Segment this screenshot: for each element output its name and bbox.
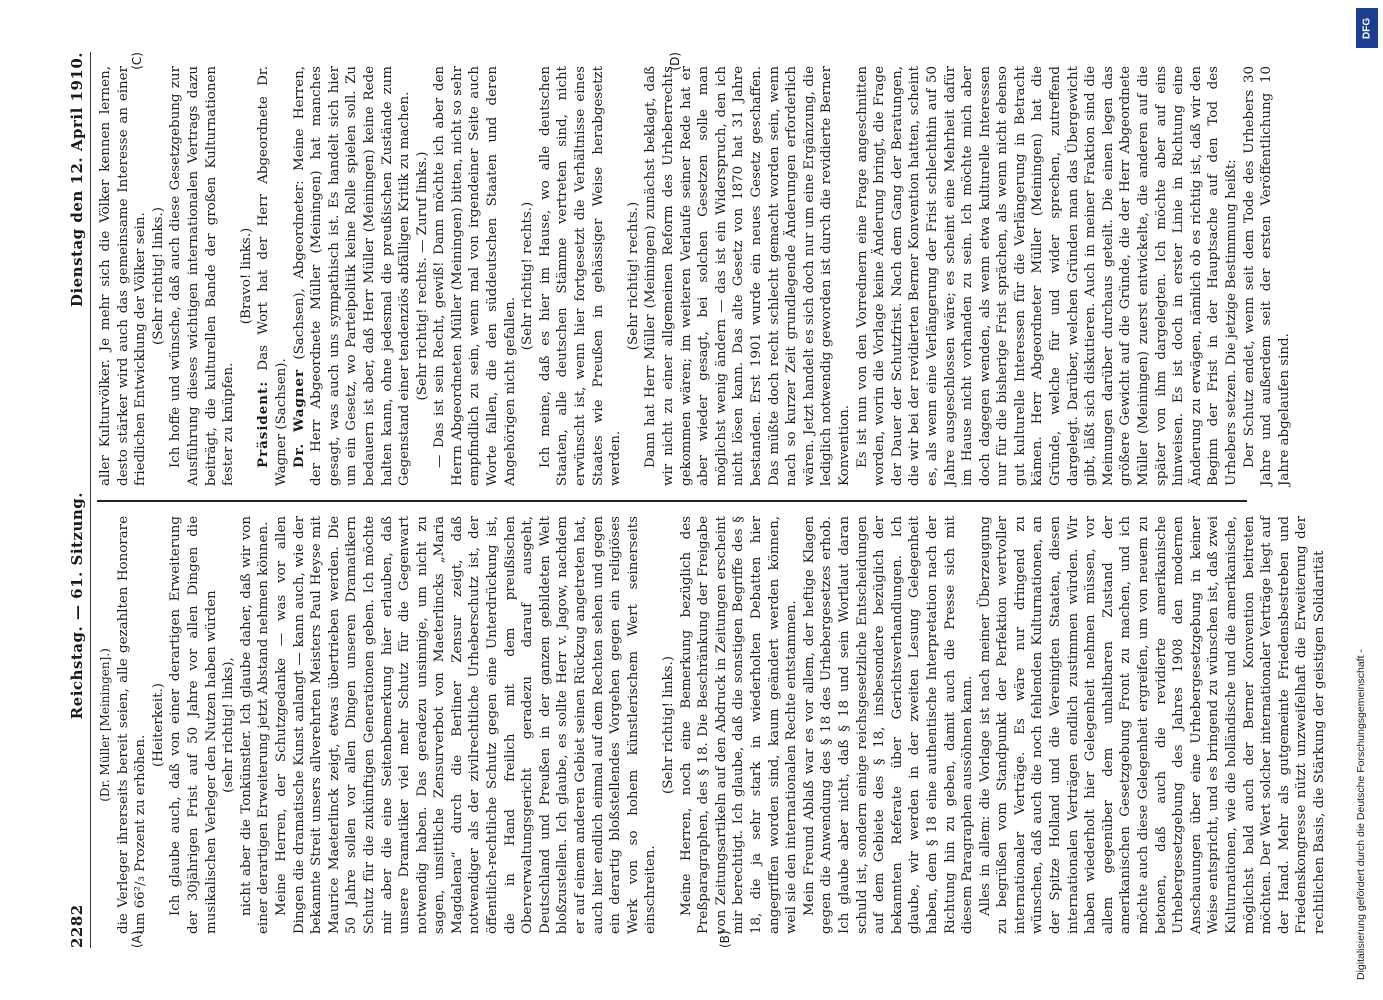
margin-marker-d: (D)	[668, 52, 682, 71]
paragraph: Dann hat Herr Müller (Meiningen) zunächst beklagt, daß wir nicht zu einer allgemeinen Reform des Urheberrechts gekommen wären; im weiteren Verlaufe seiner Rede hat er aber wieder gesagt, bei solchen Gesetzen solle man möglichst wenig ändern — das ist ein Widerspruch, den ich nicht lösen kann. Das alte Gesetz von 1870 hat 31 Jahre bestanden. Erst 1901 wurde ein neues Gesetz geschaffen. Das müßte doch recht schlecht gemacht worden sein, wenn nach so kurzer Zeit grundlegende Änderungen erforderlich wären. Jetzt handelt es sich doch nur um eine Ergänzung, die lediglich notwendig geworden ist durch die revidierte Berner Konvention.	[643, 66, 852, 486]
margin-marker-b: (B)	[718, 930, 732, 948]
paragraph: nicht aber die Tonkünstler. Ich glaube daher, daß wir von einer derartigen Erweiterung jetzt Abstand nehmen können.	[238, 516, 272, 934]
margin-marker-c: (C)	[130, 52, 144, 70]
interjection: (Sehr richtig! rechts. — Zuruf links.)	[414, 151, 430, 401]
president-text: Das Wort hat der Herr Abgeordnete Dr. Wagner (Sachsen).	[256, 66, 289, 486]
page-number: 2282	[68, 904, 86, 948]
running-head	[68, 52, 91, 948]
paragraph: Es ist nun von den Vorrednern eine Frage angeschnitten worden, worin die Vorlage keine Änderung bringt, die Frage der Dauer der Schutzfrist. Nach dem Gang der Beratungen, die wir bei der revidierten Berner Konvention hatten, scheint es, als wenn eine Verlängerung der Frist schlechthin auf 50 Jahre ausgeschlossen wäre; es scheint eine Mehrheit dafür im Hause nicht vorhanden zu sein. Ich möchte mich aber doch dagegen wenden, als wenn etwa kulturelle Interessen nur für die bisherige Frist sprächen, als wenn nicht ebenso gut kulturelle Interessen für die Verlängerung in Betracht kämen. Herr Abgeordneter Müller (Meiningen) hat die Gründe, welche für und wider sprechen, zutreffend dargelegt. Darüber, welchen Gründen man das Übergewicht gibt, läßt sich diskutieren. Auch in meiner Fraktion sind die Meinungen darüber durchaus geteilt. Die einen legen das größere Gewicht auf die Gründe, die der Herr Abgeordnete Müller (Meiningen) zuerst entwickelte, die anderen auf die später von ihm dargelegten. Ich möchte aber auf eins hinweisen. Es ist doch in erster Linie in Richtung eine Änderung zu erwägen, nämlich ob es richtig ist, daß wir den Beginn der Frist in der Hauptsache auf den Tod des Urhebers setzen. Die jetzige Bestimmung heißt:	[854, 66, 1239, 486]
interjection: (Sehr richtig! links.)	[661, 656, 676, 794]
wagner-text: (Sachsen), Abgeordneter: Meine Herren, der Herr Abgeordnete Müller (Meiningen) hat manches gesagt, was auch uns sympathisch ist. Es handelt sich hier um ein Gesetz, wo Parteipolitik keine Rolle spielen soll. Zu bedauern ist aber, daß Herr Müller (Meiningen) keine Rede halten kann, ohne jedesmal die preußischen Zustände zum Gegenstand einer tendenziös abfälligen Kritik zu machen.	[291, 66, 413, 486]
paragraph: aller Kulturvölker. Je mehr sich die Völker kennen lernen, desto stärker wird auch das gemeinsame Interesse an einer friedlichen Entwicklung der Völker sein.	[98, 66, 149, 486]
margin-marker-a: (A)	[130, 930, 144, 948]
paragraph: Meine Herren, noch eine Bemerkung bezüglich des Preßparagraphen, des § 18. Die Beschränkung der Freigabe von Zeitungsartikeln auf den Abdruck in Zeitungen erscheint mir berechtigt. Ich glaube, daß die sonstigen Begriffe des § 18, die ja sehr stark in wiederholten Debatten hier angegriffen worden sind, kaum geändert werden können, weil sie den internationalen Rechte entstammen.	[678, 516, 800, 934]
paragraph: Alles in allem: die Vorlage ist nach meiner Überzeugung zu begrüßen vom Standpunkt der Perfektion wertvoller internationaler Verträge. Es wäre nur dringend zu wünschen, daß auch die noch fehlenden Kulturnationen, an der Spitze Holland und die Vereinigten Staaten, diesen internationalen Verträgen endlich zustimmen würden. Wir haben wiederholt hier Gelegenheit nehmen müssen, vor allem gegenüber dem unhaltbaren Zustand der amerikanischen Gesetzgebung Front zu machen, und ich möchte auch diese Gelegenheit ergreifen, um von neuem zu betonen, daß auch die revidierte amerikanische Urhebergesetzgebung des Jahres 1908 den modernen Anschauungen über eine Urhebergesetzgebung in keiner Weise entspricht, und es bringend zu wünschen ist, daß zwei Kulturnationen, wie die holländische und die amerikanische, möglichst bald auch der Berner Konvention beitreten möchten. Der Wert solcher internationaler Verträge liegt auf der Hand. Mehr als gutgemeinte Friedensbestreben und Friedenskongresse nützt unzweifelhaft die Erweiterung der rechtlichen Basis, die Stärkung der geistigen Solidarität	[977, 516, 1327, 934]
interjection: (Sehr richtig! rechts.)	[625, 201, 641, 351]
interjection: (Heiterkeit.)	[150, 683, 166, 767]
paragraph: Mein Freund Ablaß war es vor allem, der heftige Klagen gegen die Anwendung des § 18 des Urhebergesetzes erhob. Ich glaube aber nicht, daß § 18 und sein Wortlaut daran schuld ist, sondern einige reichsgesetzliche Entscheidungen auf dem Gebiete des § 18, insbesondere bezüglich der bekannten Referate über Gerichtsverhandlungen. Ich glaube, wir werden in der zweiten Lesung Gelegenheit haben, dem § 18 eine authentische Interpretation nach der Richtung hin zu geben, damit auch die Presse sich mit diesem Paragraphen aussöhnen kann.	[801, 516, 976, 934]
wagner-speech	[291, 66, 1294, 486]
paragraph: Meine Herren, der Schutzgedanke — was vor allen Dingen die dramatische Kunst anlangt — kann auch, wie der bekannte Streit unsers allverehrten Meisters Paul Heyse mit Maurice Maeterlinck zeigt, etwas übertrieben werden. Die 50 Jahre sollen vor allen Dingen unseren Dramatikern Schutz für die zukünftigen Generationen geben. Ich möchte mir aber die eine Seitenbemerkung hier erlauben, daß unsere Dramatiker viel mehr Schutz für die Gegenwart notwendig haben. Das geradezu unsinnige, um nicht zu sagen, unsittliche Zensurverbot von Maeterlincks „Maria Magdalena“ durch die Berliner Zensur zeigt, daß notwendiger als der zivilrechtliche Urheberschutz ist, der öffentlich-rechtliche Schutz gegen eine Unterdrückung ist, die in Hand freilich mit dem preußischen Oberverwaltungsgericht geradezu darauf ausgeht, Deutschland und Preußen in der ganzen gebildeten Welt bloßzustellen. Ich glaube, es sollte Herr v. Jagow, nachdem er auf einem anderen Gebiet seinen Rückzug angetreten hat, auch hier endlich einmal auf dem Rechten sehen und gegen ein derartig bloßstellendes Vorgehen gegen ein religiöses Werk von so hohem künstlerischem Wert seinerseits einschreiten.	[273, 516, 659, 934]
left-column	[97, 500, 1327, 948]
left-paragraphs	[115, 516, 1329, 934]
interjection: (sehr richtig! links),	[221, 657, 237, 793]
president-paragraph	[255, 66, 290, 486]
interjection: (Sehr richtig! links.)	[150, 207, 166, 345]
paragraph: Ich meine, daß es hier im Hause, wo alle deutschen Staaten, alle deutschen Stämme vertreten sind, nicht erwünscht ist, wenn hier fortgesetzt die Verhältnisse eines Staates wie Preußen in gehässiger Weise herabgesetzt werden.	[537, 66, 624, 486]
paragraph: Ich glaube auch, daß von einer derartigen Erweiterung der 30jährigen Frist auf 50 Jahre vor allen Dingen die musikalischen Verleger den Nutzen haben würden	[168, 516, 219, 934]
digitization-footer	[1355, 649, 1367, 980]
speaker-continued: (Dr. Müller [Meiningen].)	[98, 648, 112, 802]
paragraph: Ich hoffe und wünsche, daß auch diese Gesetzgebung zur Ausführung dieses wichtigen internationalen Vertrags dazu beiträgt, die kulturellen Bande der großen Kulturnationen fester zu knüpfen.	[168, 66, 237, 486]
paragraph: — Das ist sein Recht, gewiß! Dann möchte ich aber den Herrn Abgeordneten Müller (Meiningen) bitten, nicht so sehr empfindlich zu sein, wenn mal von irgendeiner Seite auch Worte fallen, die den süddeutschen Staaten und deren Angehörigen nicht gefallen.	[432, 66, 518, 486]
president-label: Präsident:	[255, 380, 272, 468]
newspaper-page	[40, 0, 1327, 1000]
text-columns	[97, 52, 1327, 948]
interjection: (Bravo! links.)	[238, 227, 254, 325]
wagner-opening-paragraph	[291, 66, 414, 486]
dfg-logo: DFG	[1356, 8, 1378, 48]
paragraph: die Verleger ihrerseits bereit seien, alle gezahlten Honorare um 66²/₃ Prozent zu erhöhen.	[115, 516, 149, 934]
footer-text: Digitalisierung gefördert durch die Deutsche Forschungsgemeinschaft -	[1355, 649, 1367, 980]
interjection: (Sehr richtig! rechts.)	[520, 201, 536, 351]
header-left-title: Reichstag. — 61. Sitzung.	[68, 492, 86, 720]
right-column	[97, 52, 1292, 500]
wagner-label: Dr. Wagner	[290, 368, 307, 468]
header-date: Dienstag den 12. April 1910.	[68, 52, 86, 308]
right-paragraphs	[97, 66, 255, 486]
paragraph: Der Schutz endet, wenn seit dem Tode des Urhebers 30 Jahre und außerdem seit der ersten Veröffentlichung 10 Jahre abgelaufen sind.	[1241, 66, 1292, 486]
